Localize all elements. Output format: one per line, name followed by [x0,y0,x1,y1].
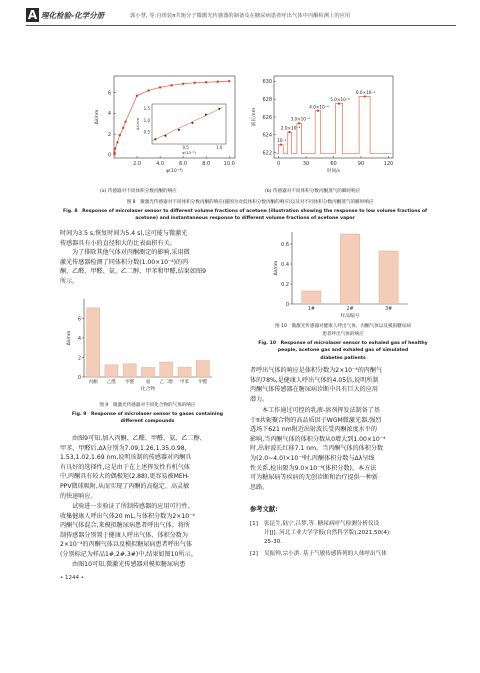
data-point [205,81,207,83]
x-axis-label: 样品编号 [340,314,360,319]
text-line: 有良好的选择性,这是由于在上述挥发性有机气体 [60,463,190,471]
inset-x-axis-label: φ(10⁻⁴) [182,150,196,155]
data-point [136,95,138,97]
y-tick-label: 2 [77,355,81,362]
inset-data-point [191,122,193,124]
x-tick-label: 氨 [145,380,151,385]
bar [379,251,398,304]
references-title: 参考文献: [250,506,278,513]
y-axis-label: Δλ/nm [67,330,72,346]
bar [87,308,100,377]
data-point [364,95,366,97]
inset-y-tick-label: 1.0 [143,117,150,123]
data-point [147,89,149,91]
y-tick-label: 2 [107,131,111,138]
data-point [193,82,195,84]
x-tick-label: 3# [385,307,393,312]
inset-y-axis-label: Δλ/nm [135,117,140,131]
y-tick-label: 6 [77,316,81,323]
text-line: 酮、乙醛、甲醛、氨、乙二醇、甲苯和甲醛,结果如图9 [60,268,206,276]
fig8a-chart [90,72,240,182]
inset-frame [152,104,226,144]
fig8b-chart [248,72,398,182]
text-line: 者呼出气体的响应是体积分数为2×10⁻⁴的丙酮气 [250,367,383,374]
text-line: 时间为3.5 s,恢复时间为5.4 s),这可能与微激光 [60,230,188,237]
data-point [182,83,184,85]
journal-name: 理化检验-化学分册 [41,11,105,20]
text-line: 制传感器分别置于健康人呼出气体、体积分数为 [60,531,188,539]
fig10-caption-en-2: people, acetone gas and exhaled gas of simulated [277,348,409,353]
y-tick-label: 626 [262,114,272,121]
text-line: 为(2.0~4.0)×10⁻⁴时,丙酮体积分数与Δλ呈线 [250,454,375,462]
data-point [113,152,115,154]
x-tick-label: 丙酮 [88,380,98,385]
x-tick-label: 2.0 [133,161,142,167]
x-tick-label: 乙二醇 [159,380,174,385]
data-point [217,81,219,83]
inset-x-tick-label: 0.5 [182,145,189,150]
x-tick-label: 90 [357,161,365,167]
fig9-caption-en-2: different compounds [120,419,175,424]
journal-logo: A [27,8,38,22]
step-annotation: 10⁻⁴ [277,138,287,144]
right-para-2 [250,406,432,492]
y-tick-label: 0 [77,374,81,381]
x-tick-label: 2# [346,307,354,312]
data-point [280,144,282,146]
inset-data-point [154,138,156,140]
step-annotation: 4.0×10⁻⁴ [309,104,329,110]
x-tick-label: 60 [330,161,337,167]
fig9-caption-en-1: Fig. 9 Response of microlaser sensor to gases containing [71,412,224,417]
x-axis-label: 时间/s [326,169,341,174]
text-line: 甲苯、甲醛后,Δλ分别为7.09,1.26,1.35,0.98, [60,444,187,452]
inset-data-point [164,135,166,137]
data-point [317,110,319,112]
data-point [114,147,116,149]
data-point [116,141,118,143]
x-tick-label: 0 [276,161,281,167]
x-tick-label: 120 [383,161,394,167]
step-annotation: 6.0×10⁻⁴ [355,90,376,95]
text-line: 中,丙酮具有较大的偶极矩(2.88),更容易被MEH- [60,473,190,481]
text-line: 激光传感器检测了同体积分数(1.00×10⁻⁴)的丙 [60,258,189,266]
y-tick-label: 0 [285,301,289,308]
text-line: 影响,当丙酮气体的体积分数从0增大到1.00×10⁻⁴ [250,435,386,443]
text-line: 计[J]. 河北工业大学学报(自然科学版),2021,50(4): [264,530,391,536]
reference-2 [264,550,434,559]
inset-data-point [178,129,180,131]
text-line: 吴振钟,宗小淇. 基于气敏传感阵列的人体呼出气体 [264,551,387,557]
x-tick-label: 30 [302,161,310,167]
y-tick-label: 0.6 [281,241,289,248]
bar [340,234,359,304]
header-rule [26,25,456,26]
data-point [288,131,290,133]
text-line: 体的78%,是健康人呼出气体的4.05倍,说明所制 [250,376,379,384]
text-line: 透场下621 nm附近出射波长受丙酮浓度水平的 [250,426,377,434]
x-tick-label: 甲醛 [125,380,135,385]
text-line: 丙酮气体传感器在糖尿病诊断中具有巨大的应用 [250,386,378,394]
x-tick-label: 乙醛 [106,380,116,385]
text-line: PPV微球吸附,从而实现了丙酮的高稳定、高灵敏 [60,482,190,490]
x-tick-label: 1# [307,307,315,312]
y-tick-label: 4 [77,335,81,342]
fig8-caption-cn: 图 8 微激光传感器对不同体积分数丙酮的响应(插图为对低体积分数丙酮的响应)以及对不同体积分数丙酮蒸气的瞬时响应 [126,200,374,205]
fig10-caption-en-1: Fig. 10 Response of microlaser sensor to exhaled gas of healthy [258,341,428,346]
text-line: 时,出射波长红移7.1 nm。当丙酮气体的体积分数 [250,445,384,453]
y-tick-label: 630 [262,79,272,86]
left-para-4 [60,502,235,569]
step-annotation: 3.0×10⁻⁴ [290,116,310,122]
fig8b-subcaption: (b) 传感器对不同体积分数丙酮蒸气的瞬时响应 [265,189,361,194]
step-annotation: 5.0×10⁻⁴ [330,97,350,103]
y-axis-label: Δλ/nm [274,260,279,276]
text-line: 性关系,检出限为9.0×10⁻⁶(体积分数)。本方法 [250,464,377,472]
inset-y-tick-label: 0.5 [143,129,150,135]
fig10-chart [270,228,420,320]
fig9-chart [62,295,222,395]
fig10-caption-cn-1: 图 10 微激光传感器对健康人呼出气体、丙酮气体以及模拟糖尿病 [275,324,411,329]
data-point [119,134,121,136]
y-tick-label: 624 [262,132,272,139]
text-line: 张昆生,陆宁,吕梦,等. 糖尿病呼气检测分析仪设 [264,521,380,527]
y-tick-label: 622 [262,150,272,157]
x-axis-label: φ(10⁻⁴) [166,169,183,174]
text-line: 的快速响应。 [60,492,97,500]
page-number: • 1244 • [60,575,84,581]
text-line: 潜力。 [250,395,269,403]
y-tick-label: 0.4 [281,261,289,268]
fig10-caption-en-3: diabetes patients [320,356,366,361]
data-point [159,86,161,88]
reference-1-number: [1] [250,521,258,527]
text-line: 传感器具有小的直径和大的比表面积有关。 [60,239,176,247]
x-tick-label: 10.0 [223,161,235,167]
bar [123,364,136,377]
data-point [338,103,340,105]
data-point [228,80,230,82]
left-para-3 [60,434,235,501]
bar [302,291,321,304]
x-tick-label: 6.0 [179,161,188,167]
text-line: 为了排除其他气体对丙酮测定的影响,采用微 [72,249,190,256]
x-axis-label: 化合物 [140,387,156,392]
y-tick-label: 0 [107,152,111,159]
text-line: 2×10⁻⁴的丙酮气体以及模拟糖尿病患者呼出气体 [60,541,193,549]
x-tick-label: 8.0 [202,161,211,167]
inset-y-tick-label: 1.5 [143,106,150,112]
fig8-caption-en-1: Fig. 8 Response of microlaser sensor to different volume fractions of acetone (illustration showing the response to low volume fractions of [62,209,428,214]
x-tick-label: 甲苯 [180,380,190,385]
right-para-1 [250,366,432,404]
inset-x-tick-label: 1.0 [216,145,223,150]
bar [160,362,173,377]
inset-data-point [218,108,220,110]
text-line: 本工作通过可控的乳液-溶剂挥发法制备了基 [262,407,380,414]
x-tick-label: 甲醛 [198,380,208,385]
bar [196,361,209,377]
text-line: 丙酮气体混合,来模拟糖尿病患者呼出气体。将所 [60,522,190,530]
text-line: 于π共轭聚合物的高品质因子WGM微激光器,强烈 [250,416,382,424]
running-title: 郭小慧, 等:自组装π共轭分子微激光传感器的制备及在糖尿病患者呼出气体中丙酮检测上的应用 [130,13,351,19]
text-line: 收集健康人呼出气体20 mL,与体积分数为2×10⁻⁴ [60,512,195,520]
text-line: 试验进一步验证了所制传感器的应用可行性。 [72,503,194,510]
fig8-caption-en-2: acetone) and instantaneous response to different volume fractions of acetone vapor [135,216,355,221]
step-annotation: 2.0×10⁻⁴ [280,125,301,131]
left-para-1 [60,229,235,248]
bar [178,367,191,377]
fig10-caption-cn-2: 患者呼出气体的响应 [322,332,364,337]
reference-2-number: [2] [250,551,258,557]
data-point [122,127,124,129]
y-tick-label: 0.2 [281,281,289,288]
fig9-caption-cn: 图 9 微激光传感器对不同化合物的气体的响应 [99,403,196,408]
text-line: (分别标记为样品1#,2#,3#)中,结果如图10所示。 [60,550,197,558]
text-line: 由图10可知,微激光传感器对模拟糖尿病患 [72,560,186,568]
inset-data-point [205,114,207,116]
data-point [170,84,172,86]
y-tick-label: 4 [107,111,111,118]
data-point [124,120,126,122]
fig8a-subcaption: (a) 传感器对不同体积分数丙酮的响应 [100,189,177,194]
text-line: 可为糖尿病等疾病的无创诊断和治疗提供一种新 [250,474,378,482]
data-point [298,122,300,124]
left-para-2 [60,248,235,286]
text-line: 所示。 [60,277,79,285]
y-tick-label: 628 [262,96,272,103]
x-tick-label: 4.0 [156,161,165,167]
reference-1 [264,520,434,547]
y-tick-label: 6 [107,90,111,97]
bar [141,367,154,377]
y-axis-label: 波长/nm [252,107,257,127]
text-line: 思路。 [250,483,269,491]
bar [105,365,118,377]
text-line: 1.53,1.02,1.69 nm,说明该制的传感器对丙酮具 [60,454,192,462]
text-line: 由图9可知,加入丙酮、乙醛、甲醛、氨、乙二醇、 [72,435,206,442]
text-line: 25-30. [264,539,283,545]
y-axis-label: Δλ/nm [95,109,100,125]
